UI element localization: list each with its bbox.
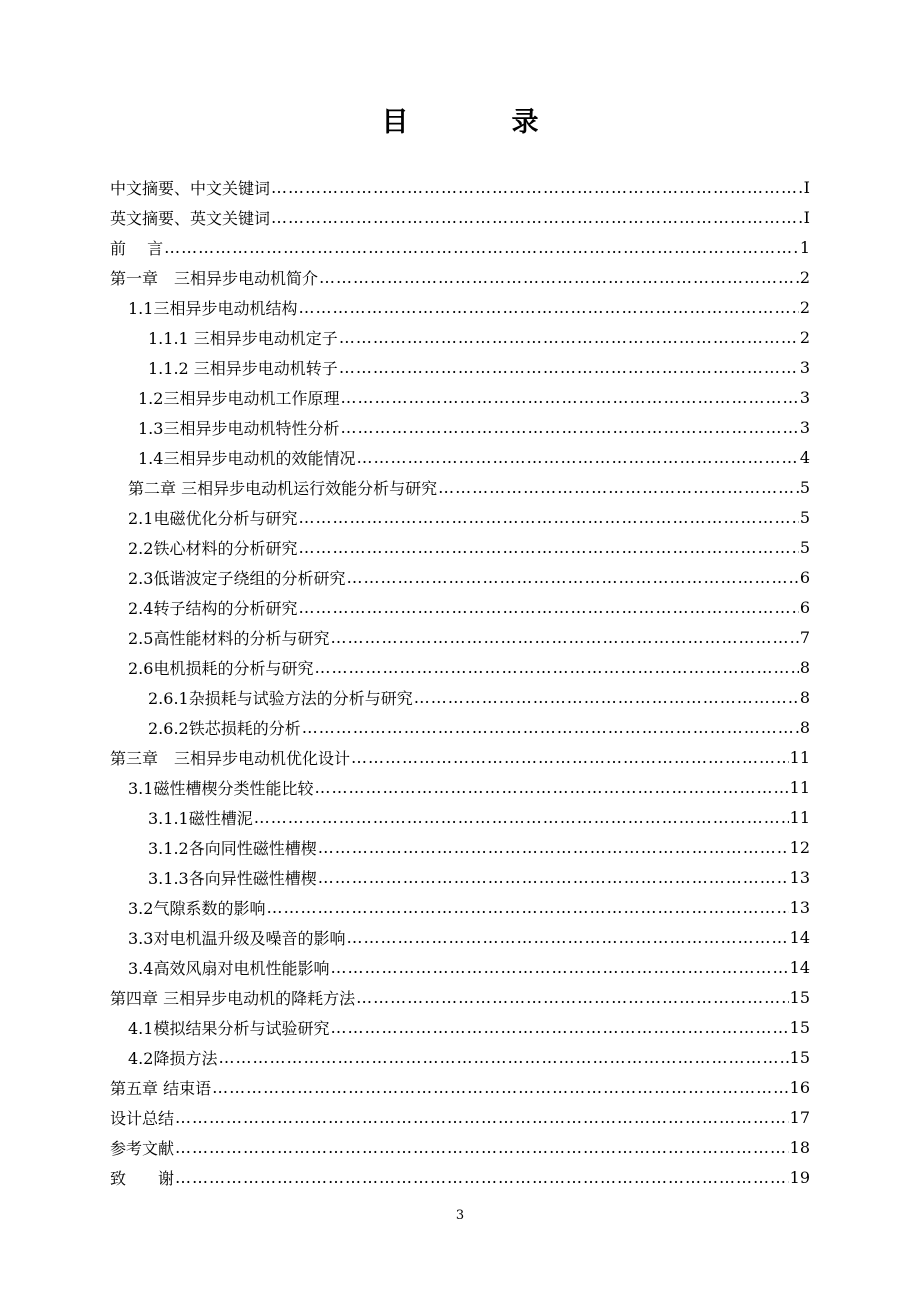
toc-entry-label: 前 言 [110, 238, 164, 258]
toc-entry[interactable] [110, 1042, 810, 1072]
toc-leader-dots [340, 388, 798, 407]
toc-entry-page: 13 [789, 897, 810, 917]
toc-entry-label: 第四章 三相异步电动机的降耗方法 [110, 988, 356, 1008]
toc-entry-page: 2 [799, 267, 810, 287]
toc-entry[interactable] [110, 562, 810, 592]
toc-entry[interactable] [110, 412, 810, 442]
toc-leader-dots [175, 1138, 789, 1157]
toc-entry[interactable] [110, 1162, 810, 1192]
toc-entry[interactable] [110, 502, 810, 532]
toc-entry[interactable] [110, 682, 810, 712]
toc-entry-label: 3.1.1磁性槽泥 [148, 808, 253, 828]
toc-leader-dots [340, 418, 798, 437]
toc-leader-dots [266, 898, 788, 917]
toc-entry-page: 11 [789, 777, 810, 797]
toc-leader-dots [298, 598, 798, 617]
toc-entry[interactable] [110, 952, 810, 982]
toc-entry-page: 8 [799, 657, 810, 677]
toc-leader-dots [271, 178, 803, 197]
toc-entry-page: 5 [799, 477, 810, 497]
toc-leader-dots [254, 808, 789, 827]
table-of-contents [110, 172, 810, 1192]
toc-leader-dots [318, 868, 789, 887]
toc-entry-page: 15 [789, 1047, 810, 1067]
toc-entry-label: 参考文献 [110, 1138, 175, 1158]
toc-entry-label: 3.2气隙系数的影响 [128, 898, 266, 918]
toc-leader-dots [330, 628, 798, 647]
toc-entry-page: 8 [799, 687, 810, 707]
page-title: 目 录 [381, 107, 577, 138]
toc-leader-dots [356, 448, 798, 467]
toc-entry-label: 1.1.1 三相异步电动机定子 [148, 328, 338, 348]
toc-leader-dots [346, 928, 788, 947]
toc-entry-label: 3.1.3各向异性磁性槽楔 [148, 868, 317, 888]
toc-leader-dots [339, 358, 799, 377]
toc-entry[interactable] [110, 802, 810, 832]
toc-entry[interactable] [110, 322, 810, 352]
toc-entry-page: 2 [799, 327, 810, 347]
toc-entry-label: 第二章 三相异步电动机运行效能分析与研究 [128, 478, 438, 498]
toc-entry-page: 4 [799, 447, 810, 467]
toc-entry[interactable] [110, 352, 810, 382]
toc-entry[interactable] [110, 472, 810, 502]
toc-entry-label: 3.3对电机温升级及噪音的影响 [128, 928, 346, 948]
toc-entry[interactable] [110, 1132, 810, 1162]
toc-entry[interactable] [110, 832, 810, 862]
toc-entry-page: 15 [789, 1017, 810, 1037]
toc-entry[interactable] [110, 1102, 810, 1132]
toc-entry-label: 中文摘要、中文关键词 [110, 178, 271, 198]
toc-leader-dots [319, 268, 799, 287]
toc-leader-dots [314, 658, 798, 677]
toc-entry-page: 16 [789, 1077, 810, 1097]
toc-entry-label: 2.1电磁优化分析与研究 [128, 508, 298, 528]
toc-entry-page: 7 [799, 627, 810, 647]
toc-leader-dots [302, 718, 799, 737]
toc-entry-label: 2.4转子结构的分析研究 [128, 598, 298, 618]
toc-entry-label: 2.2铁心材料的分析研究 [128, 538, 298, 558]
toc-entry[interactable] [110, 652, 810, 682]
toc-leader-dots [298, 298, 798, 317]
toc-entry-page: 17 [789, 1107, 810, 1127]
toc-entry-page: 13 [789, 867, 810, 887]
toc-entry[interactable] [110, 592, 810, 622]
toc-entry[interactable] [110, 892, 810, 922]
toc-entry-label: 1.4三相异步电动机的效能情况 [138, 448, 356, 468]
toc-entry-page: 3 [799, 387, 810, 407]
toc-entry-label: 2.6电机损耗的分析与研究 [128, 658, 314, 678]
toc-entry-label: 1.2三相异步电动机工作原理 [138, 388, 340, 408]
toc-entry-label: 4.1模拟结果分析与试验研究 [128, 1018, 330, 1038]
toc-leader-dots [298, 508, 798, 527]
toc-leader-dots [351, 748, 789, 767]
toc-leader-dots [339, 328, 799, 347]
toc-leader-dots [175, 1108, 789, 1127]
toc-entry[interactable] [110, 982, 810, 1012]
toc-entry-label: 1.3三相异步电动机特性分析 [138, 418, 340, 438]
toc-leader-dots [298, 538, 798, 557]
toc-leader-dots [438, 478, 799, 497]
toc-entry-page: 5 [799, 537, 810, 557]
toc-entry[interactable] [110, 1072, 810, 1102]
toc-entry-page: 6 [799, 567, 810, 587]
toc-entry[interactable] [110, 742, 810, 772]
toc-leader-dots [212, 1078, 789, 1097]
toc-leader-dots [330, 1018, 788, 1037]
toc-leader-dots [314, 778, 788, 797]
toc-entry[interactable] [110, 532, 810, 562]
toc-leader-dots [318, 838, 789, 857]
toc-entry[interactable] [110, 382, 810, 412]
toc-entry-page: 12 [789, 837, 810, 857]
toc-entry-page: 14 [789, 957, 810, 977]
toc-entry-page: 3 [799, 357, 810, 377]
toc-entry-page: 5 [799, 507, 810, 527]
toc-entry-page: 19 [789, 1167, 810, 1187]
toc-entry-page: 8 [799, 717, 810, 737]
toc-entry[interactable] [110, 442, 810, 472]
toc-entry-label: 1.1三相异步电动机结构 [128, 298, 298, 318]
toc-entry-page: 11 [789, 807, 810, 827]
toc-entry-label: 3.4高效风扇对电机性能影响 [128, 958, 330, 978]
toc-entry-label: 设计总结 [110, 1108, 175, 1128]
toc-entry-page: I [803, 177, 810, 197]
page-number: 3 [455, 1208, 465, 1223]
toc-entry[interactable] [110, 862, 810, 892]
toc-entry-page: 6 [799, 597, 810, 617]
toc-entry-label: 4.2降损方法 [128, 1048, 218, 1068]
toc-entry-label: 英文摘要、英文关键词 [110, 208, 271, 228]
toc-entry[interactable] [110, 232, 810, 262]
toc-entry[interactable] [110, 922, 810, 952]
toc-leader-dots [271, 208, 803, 227]
toc-entry-page: 2 [799, 297, 810, 317]
toc-leader-dots [346, 568, 798, 587]
toc-entry[interactable] [110, 1012, 810, 1042]
toc-entry-page: 14 [789, 927, 810, 947]
toc-entry-page: I [803, 207, 810, 227]
toc-entry-page: 15 [789, 987, 810, 1007]
toc-entry-label: 第一章 三相异步电动机简介 [110, 268, 319, 288]
toc-entry[interactable] [110, 202, 810, 232]
toc-entry-label: 2.6.2铁芯损耗的分析 [148, 718, 301, 738]
toc-entry[interactable] [110, 712, 810, 742]
toc-entry-label: 致 谢 [110, 1168, 175, 1188]
toc-leader-dots [175, 1168, 789, 1187]
toc-leader-dots [164, 238, 799, 257]
toc-entry-label: 1.1.2 三相异步电动机转子 [148, 358, 338, 378]
toc-entry[interactable] [110, 172, 810, 202]
toc-entry-page: 3 [799, 417, 810, 437]
toc-leader-dots [330, 958, 788, 977]
toc-entry-label: 2.6.1杂损耗与试验方法的分析与研究 [148, 688, 413, 708]
toc-entry-page: 11 [789, 747, 810, 767]
toc-entry-label: 第五章 结束语 [110, 1078, 212, 1098]
toc-entry-label: 第三章 三相异步电动机优化设计 [110, 748, 351, 768]
toc-entry[interactable] [110, 772, 810, 802]
toc-entry[interactable] [110, 262, 810, 292]
toc-entry-label: 2.3低谐波定子绕组的分析研究 [128, 568, 346, 588]
toc-leader-dots [218, 1048, 788, 1067]
toc-entry-label: 2.5高性能材料的分析与研究 [128, 628, 330, 648]
toc-entry-page: 18 [789, 1137, 810, 1157]
toc-entry-label: 3.1磁性槽楔分类性能比较 [128, 778, 314, 798]
toc-leader-dots [414, 688, 799, 707]
toc-entry[interactable] [110, 292, 810, 322]
toc-entry-label: 3.1.2各向同性磁性槽楔 [148, 838, 317, 858]
toc-entry-page: 1 [799, 237, 810, 257]
toc-leader-dots [356, 988, 789, 1007]
toc-entry[interactable] [110, 622, 810, 652]
